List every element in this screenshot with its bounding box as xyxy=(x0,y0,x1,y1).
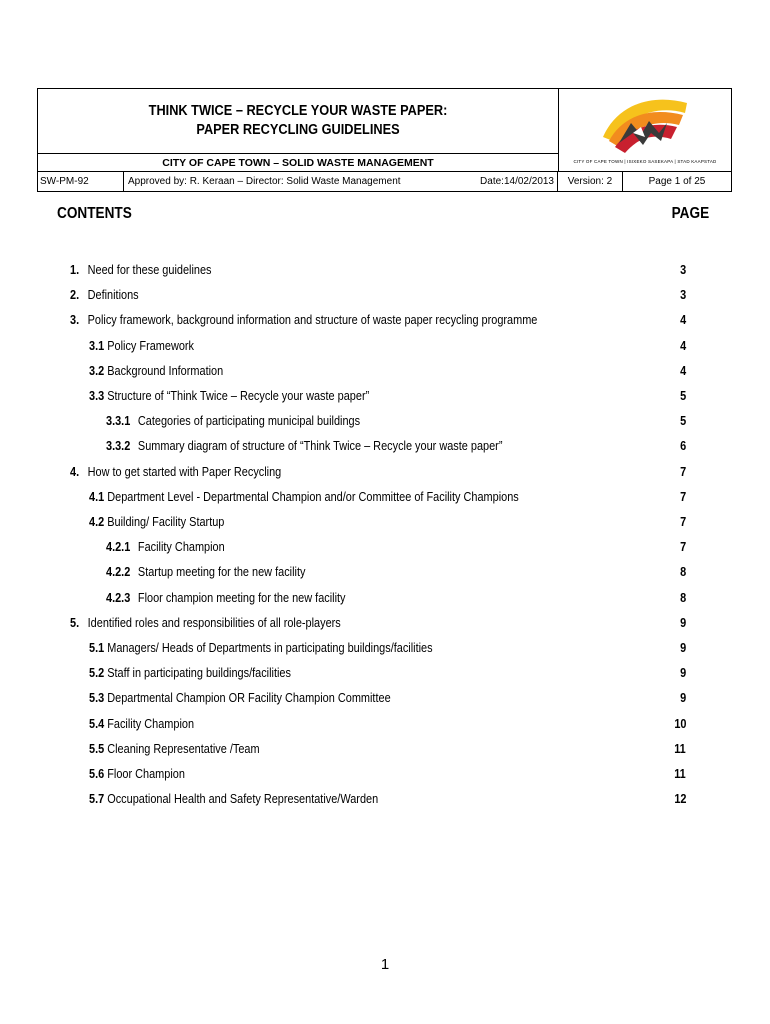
toc-entry-number: 3.1 xyxy=(89,337,105,353)
title-line-1: THINK TWICE – RECYCLE YOUR WASTE PAPER: xyxy=(148,103,448,119)
toc-entry-title: How to get started with Paper Recycling xyxy=(87,463,282,479)
toc-entry-text xyxy=(70,464,281,479)
toc-entry-page: 3 xyxy=(679,287,686,303)
toc-entry-text xyxy=(106,590,346,605)
toc-entry[interactable] xyxy=(0,464,770,489)
toc-entry-page: 8 xyxy=(679,564,686,580)
toc-entry-number: 5.2 xyxy=(89,665,105,681)
document-title xyxy=(69,89,527,153)
toc-entry[interactable] xyxy=(0,615,770,640)
toc-entry-text xyxy=(89,690,391,705)
toc-entry-text xyxy=(89,665,291,680)
toc-entry-page: 3 xyxy=(679,262,686,277)
toc-entry[interactable] xyxy=(0,539,770,564)
toc-entry-text xyxy=(89,791,378,806)
toc-entry-number: 5.3 xyxy=(89,690,105,706)
toc-entry-text xyxy=(89,741,260,756)
toc-entry-title: Facility Champion xyxy=(107,715,195,731)
toc-entry-number: 3.3 xyxy=(89,388,105,403)
toc-entry-number: 4.2 xyxy=(89,514,105,529)
toc-entry-number: 5.7 xyxy=(89,791,105,807)
city-logo xyxy=(558,89,731,171)
toc-entry-title: Floor champion meeting for the new facility xyxy=(137,589,346,605)
toc-entry-text xyxy=(106,413,360,428)
city-of-cape-town-logo-icon xyxy=(599,93,691,155)
toc-entry[interactable] xyxy=(0,640,770,665)
approved-by: Approved by: R. Keraan – Director: Solid Waste Management xyxy=(128,176,401,187)
toc-entry-page: 4 xyxy=(679,337,686,353)
document-info-row xyxy=(38,171,731,191)
toc-entry[interactable] xyxy=(0,338,770,363)
toc-entry-text xyxy=(70,615,341,630)
toc-entry-page: 7 xyxy=(679,488,686,504)
toc-entry[interactable] xyxy=(0,312,770,337)
toc-entry-page: 7 xyxy=(679,463,686,479)
toc-entry-title: Startup meeting for the new facility xyxy=(137,564,306,580)
toc-entry-text xyxy=(89,716,194,731)
toc-entry-title: Floor Champion xyxy=(107,766,185,781)
toc-entry-title: Managers/ Heads of Departments in participating buildings/facilities xyxy=(107,640,433,655)
toc-entry-page: 9 xyxy=(679,640,686,655)
toc-entry-page: 11 xyxy=(674,766,686,781)
toc-entry[interactable] xyxy=(0,665,770,690)
toc-entry-title: Identified roles and responsibilities of all role-players xyxy=(87,614,341,630)
toc-entry-page: 7 xyxy=(679,514,686,529)
toc-entry[interactable] xyxy=(0,262,770,287)
toc-entry[interactable] xyxy=(0,388,770,413)
toc-entry-text xyxy=(89,363,223,378)
document-header xyxy=(37,88,732,192)
toc-entry-title: Categories of participating municipal buildings xyxy=(137,413,361,429)
toc-entry-page: 5 xyxy=(679,388,686,403)
page-of-total: Page 1 of 25 xyxy=(648,176,706,187)
toc-entry-title: Need for these guidelines xyxy=(87,262,212,277)
toc-entry-text xyxy=(89,489,519,504)
toc-entry-page: 6 xyxy=(679,438,686,454)
toc-entry-text xyxy=(89,514,224,529)
toc-entry[interactable] xyxy=(0,514,770,539)
toc-entry-page: 7 xyxy=(679,539,686,555)
toc-entry-number: 5.1 xyxy=(89,640,105,655)
toc-entry-page: 12 xyxy=(673,791,686,807)
toc-entry[interactable] xyxy=(0,590,770,615)
toc-entry-title: Cleaning Representative /Team xyxy=(107,740,260,756)
toc-entry-number: 2. xyxy=(70,287,80,303)
toc-entry-text xyxy=(106,564,305,579)
toc-entry-title: Definitions xyxy=(87,287,139,303)
toc-entry-title: Departmental Champion OR Facility Champion Committee xyxy=(107,690,391,706)
title-line-2: PAPER RECYCLING GUIDELINES xyxy=(196,122,400,138)
toc-entry-title: Structure of “Think Twice – Recycle your waste paper” xyxy=(107,388,370,403)
toc-entry-title: Department Level - Departmental Champion and/or Committee of Facility Champions xyxy=(107,488,519,504)
toc-entry-text xyxy=(89,766,185,781)
page-column-heading: PAGE xyxy=(671,205,709,222)
toc-entry-number: 3.3.2 xyxy=(106,438,131,454)
toc-entry-title: Occupational Health and Safety Representative/Warden xyxy=(107,791,379,807)
toc-entry-title: Policy Framework xyxy=(107,337,194,353)
toc-entry[interactable] xyxy=(0,766,770,791)
toc-entry-number: 4.1 xyxy=(89,488,105,504)
toc-entry[interactable] xyxy=(0,791,770,816)
toc-entry-title: Building/ Facility Startup xyxy=(107,514,225,529)
toc-entry-number: 4. xyxy=(70,463,80,479)
toc-entry-page: 5 xyxy=(679,413,686,429)
department-subtitle: CITY OF CAPE TOWN – SOLID WASTE MANAGEMENT xyxy=(38,153,558,171)
document-code: SW-PM-92 xyxy=(38,172,124,191)
toc-entry-number: 5.5 xyxy=(89,740,105,756)
document-version: Version: 2 xyxy=(558,172,623,191)
toc-entry-text xyxy=(70,287,139,302)
toc-entry-page: 8 xyxy=(679,589,686,605)
toc-entry[interactable] xyxy=(0,564,770,589)
toc-entry-number: 5.6 xyxy=(89,766,105,781)
toc-entry-page: 9 xyxy=(679,665,686,681)
toc-entry-number: 5. xyxy=(70,614,80,630)
toc-entry-title: Policy framework, background information and structure of waste paper recycling programme xyxy=(87,312,538,328)
toc-entry-text xyxy=(89,388,369,403)
toc-entry-number: 4.2.3 xyxy=(106,589,131,605)
toc-entry-number: 3.3.1 xyxy=(106,413,131,429)
toc-entry[interactable] xyxy=(0,716,770,741)
toc-entry-page: 11 xyxy=(674,740,686,756)
toc-entry-number: 1. xyxy=(70,262,80,277)
toc-entry-page: 9 xyxy=(679,614,686,630)
toc-entry-number: 4.2.1 xyxy=(106,539,131,555)
toc-entry-title: Summary diagram of structure of “Think Twice – Recycle your waste paper” xyxy=(137,438,503,454)
toc-entry-page: 10 xyxy=(673,715,686,731)
toc-entry-number: 5.4 xyxy=(89,715,105,731)
contents-heading: CONTENTS xyxy=(57,205,132,222)
toc-entry-text xyxy=(106,438,502,453)
toc-entry-text xyxy=(89,338,194,353)
toc-entry-page: 4 xyxy=(679,312,686,328)
toc-entry-text xyxy=(89,640,433,655)
document-date: Date:14/02/2013 xyxy=(480,176,554,187)
toc-entry[interactable] xyxy=(0,413,770,438)
toc-entry-number: 3. xyxy=(70,312,80,328)
toc-entry-title: Background Information xyxy=(107,362,224,378)
toc-entry[interactable] xyxy=(0,363,770,388)
toc-entry[interactable] xyxy=(0,690,770,715)
toc-entry-page: 9 xyxy=(679,690,686,706)
toc-entry-page: 4 xyxy=(679,362,686,378)
page-number: 1 xyxy=(380,956,390,973)
logo-caption: CITY OF CAPE TOWN | ISIXEKO SASEKAPA | STAD KAAPSTAD xyxy=(573,159,717,164)
toc-entry-number: 4.2.2 xyxy=(106,564,131,580)
toc-entry-text xyxy=(106,539,225,554)
toc-entry[interactable] xyxy=(0,741,770,766)
toc-entry-text xyxy=(70,312,537,327)
toc-entry[interactable] xyxy=(0,489,770,514)
toc-entry[interactable] xyxy=(0,287,770,312)
toc-entry-title: Staff in participating buildings/facilities xyxy=(107,665,291,681)
approval-cell xyxy=(124,172,558,191)
toc-entry-text xyxy=(70,262,211,277)
toc-entry-title: Facility Champion xyxy=(137,539,225,555)
toc-entry-number: 3.2 xyxy=(89,362,105,378)
toc-entry[interactable] xyxy=(0,438,770,463)
